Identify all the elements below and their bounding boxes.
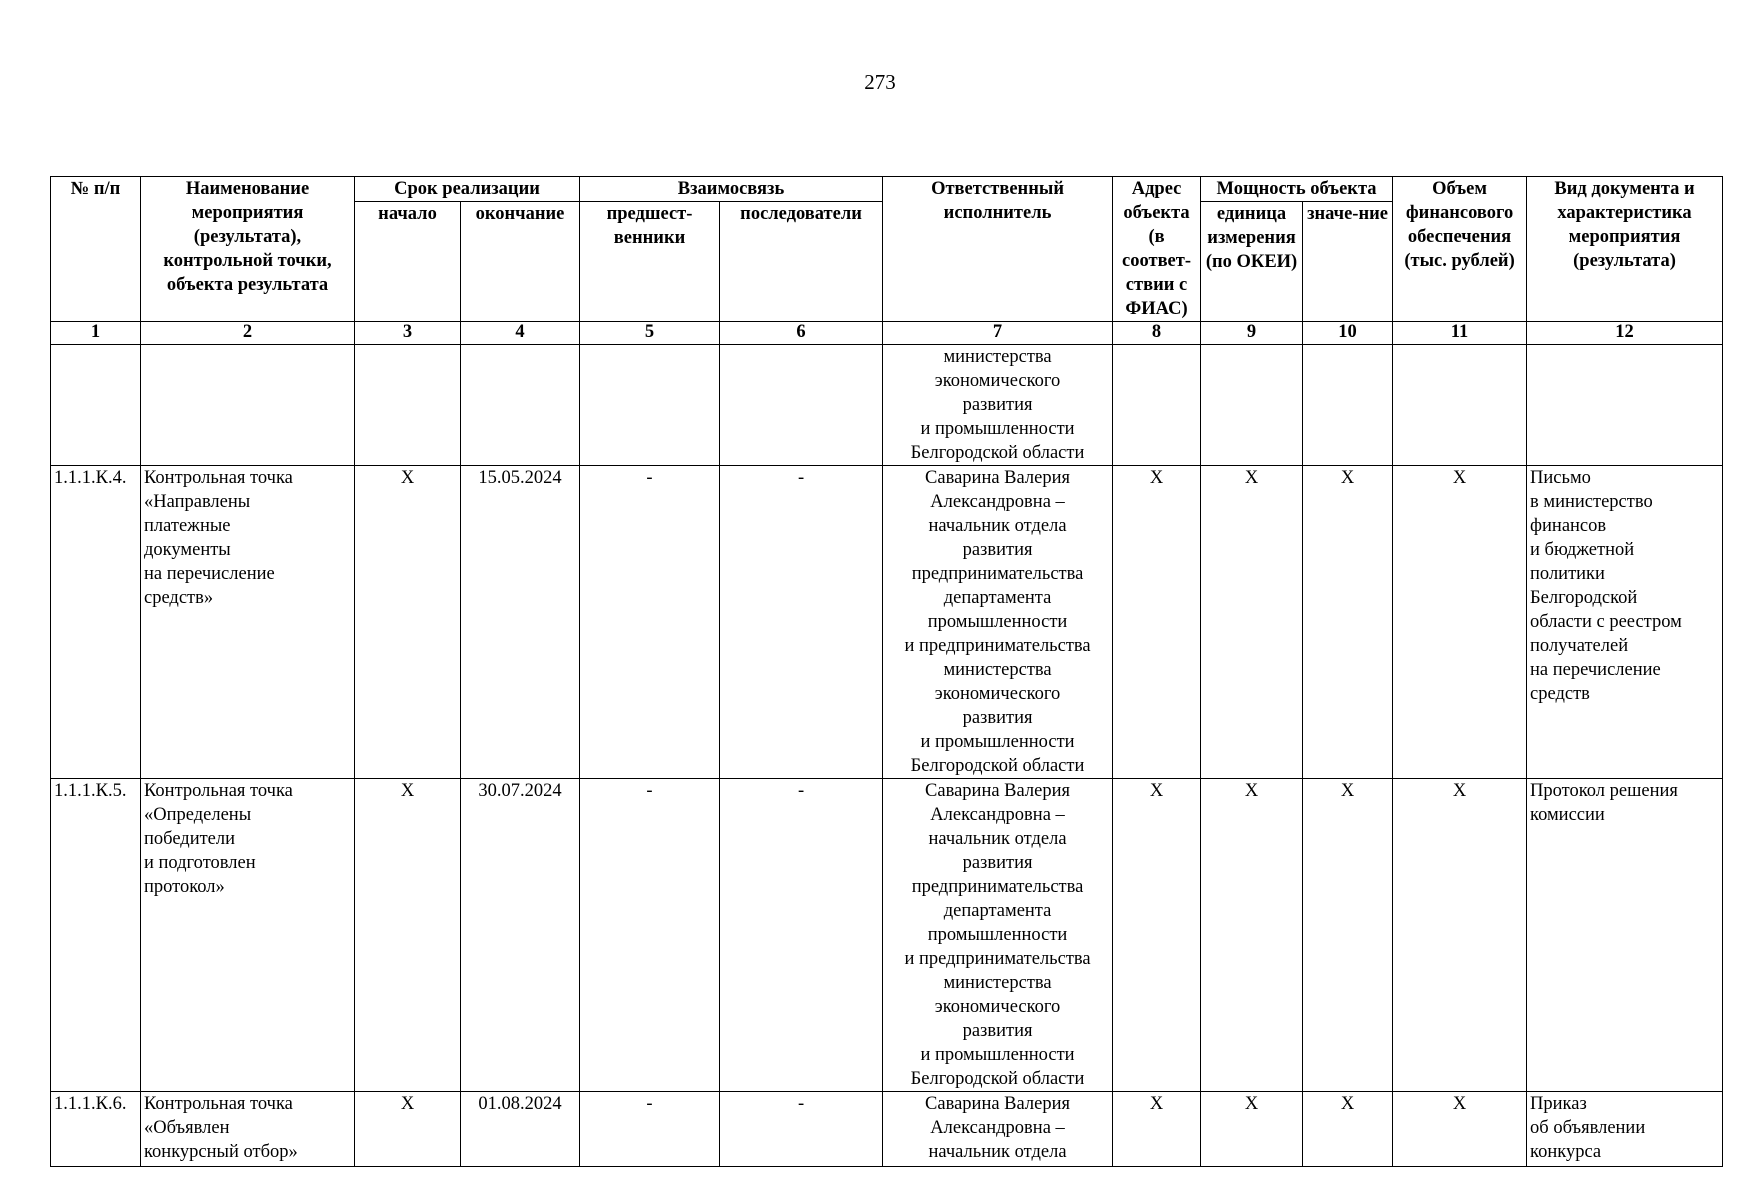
text-line: Александровна – bbox=[930, 492, 1065, 512]
text-line: Письмо bbox=[1530, 468, 1591, 488]
text-line: Приказ bbox=[1530, 1094, 1587, 1114]
table-row bbox=[51, 466, 1723, 779]
text-line: документы bbox=[144, 540, 231, 560]
text-line: об объявлении bbox=[1530, 1118, 1646, 1138]
text-line: на перечисление bbox=[144, 564, 275, 584]
text-line: протокол» bbox=[144, 877, 225, 897]
column-number: 7 bbox=[883, 322, 1113, 345]
text-line: министерства bbox=[943, 347, 1052, 367]
text-line: промышленности bbox=[927, 925, 1068, 945]
column-number: 8 bbox=[1113, 322, 1201, 345]
header-start: начало bbox=[355, 202, 461, 322]
header-num: № п/п bbox=[51, 177, 141, 322]
text-line: «Объявлен bbox=[144, 1118, 230, 1138]
table-row bbox=[51, 1092, 1723, 1167]
text-line: Контрольная точка bbox=[144, 468, 293, 488]
unit-cell: X bbox=[1201, 466, 1303, 779]
header-relation: Взаимосвязь bbox=[580, 177, 883, 202]
start-cell: X bbox=[355, 779, 461, 1092]
predecessors-cell: - bbox=[580, 1092, 720, 1167]
predecessors-cell: - bbox=[580, 466, 720, 779]
text-line: развития bbox=[962, 395, 1033, 415]
text-line: и предпринимательства bbox=[904, 636, 1091, 656]
header-responsible: Ответственный исполнитель bbox=[883, 177, 1113, 322]
end-cell: 15.05.2024 bbox=[461, 466, 580, 779]
end-cell: 30.07.2024 bbox=[461, 779, 580, 1092]
header-finance: Объем финансового обеспечения (тыс. рублей) bbox=[1393, 177, 1527, 322]
successors-cell: - bbox=[720, 779, 883, 1092]
text-line: департамента bbox=[943, 901, 1052, 921]
text-line: и предпринимательства bbox=[904, 949, 1091, 969]
schedule-table bbox=[50, 176, 1723, 1167]
text-line: «Определены bbox=[144, 805, 252, 825]
value-cell: X bbox=[1303, 1092, 1393, 1167]
text-line: «Направлены bbox=[144, 492, 251, 512]
header-end: окончание bbox=[461, 202, 580, 322]
text-line: Саварина Валерия bbox=[925, 1094, 1071, 1114]
value-cell: X bbox=[1303, 466, 1393, 779]
predecessors-cell: - bbox=[580, 779, 720, 1092]
column-number: 1 bbox=[51, 322, 141, 345]
text-line: Александровна – bbox=[930, 1118, 1065, 1138]
text-line: Контрольная точка bbox=[144, 1094, 293, 1114]
responsible-cell bbox=[883, 1092, 1113, 1167]
text-line: Протокол решения bbox=[1530, 781, 1678, 801]
text-line: и промышленности bbox=[920, 1045, 1075, 1065]
text-line: начальник отдела bbox=[928, 829, 1067, 849]
text-line: министерства bbox=[943, 973, 1052, 993]
text-line: министерства bbox=[943, 660, 1052, 680]
name-cell bbox=[141, 779, 355, 1092]
doc-cell bbox=[1527, 466, 1723, 779]
address-cell: X bbox=[1113, 1092, 1201, 1167]
text-line: развития bbox=[962, 1021, 1033, 1041]
text-line: экономического bbox=[934, 684, 1061, 704]
address-cell: X bbox=[1113, 779, 1201, 1092]
column-number: 2 bbox=[141, 322, 355, 345]
column-number: 12 bbox=[1527, 322, 1723, 345]
responsible-cell bbox=[883, 345, 1113, 466]
name-cell bbox=[141, 1092, 355, 1167]
header-name: Наименование мероприятия (результата), контрольной точки, объекта результата bbox=[141, 177, 355, 322]
text-line: экономического bbox=[934, 997, 1061, 1017]
text-line: Белгородской области bbox=[910, 443, 1085, 463]
column-number: 9 bbox=[1201, 322, 1303, 345]
text-line: получателей bbox=[1530, 636, 1629, 656]
text-line: Александровна – bbox=[930, 805, 1065, 825]
text-line: Белгородской bbox=[1530, 588, 1638, 608]
text-line: развития bbox=[962, 708, 1033, 728]
text-line: Саварина Валерия bbox=[925, 468, 1071, 488]
successors-cell: - bbox=[720, 1092, 883, 1167]
page-number: 273 bbox=[864, 70, 896, 94]
doc-cell bbox=[1527, 779, 1723, 1092]
continuation-row bbox=[51, 345, 1723, 466]
text-line: конкурсный отбор» bbox=[144, 1142, 298, 1162]
column-number: 3 bbox=[355, 322, 461, 345]
text-line: и промышленности bbox=[920, 419, 1075, 439]
text-line: развития bbox=[962, 540, 1033, 560]
header-predecessors: предшест-венники bbox=[580, 202, 720, 322]
column-number: 11 bbox=[1393, 322, 1527, 345]
text-line: начальник отдела bbox=[928, 516, 1067, 536]
header-value: значе-ние bbox=[1303, 202, 1393, 322]
row-num: 1.1.1.К.6. bbox=[51, 1092, 141, 1167]
header-doc: Вид документа и характеристика мероприятия (результата) bbox=[1527, 177, 1723, 322]
start-cell: X bbox=[355, 466, 461, 779]
text-line: департамента bbox=[943, 588, 1052, 608]
text-line: Белгородской области bbox=[910, 756, 1085, 776]
text-line: начальник отдела bbox=[928, 1142, 1067, 1162]
text-line: конкурса bbox=[1530, 1142, 1602, 1162]
text-line: области с реестром bbox=[1530, 612, 1682, 632]
finance-cell: X bbox=[1393, 466, 1527, 779]
address-cell: X bbox=[1113, 466, 1201, 779]
value-cell: X bbox=[1303, 779, 1393, 1092]
text-line: средств bbox=[1530, 684, 1590, 704]
text-line: победители bbox=[144, 829, 236, 849]
table-row bbox=[51, 779, 1723, 1092]
doc-cell bbox=[1527, 1092, 1723, 1167]
text-line: Белгородской области bbox=[910, 1069, 1085, 1089]
successors-cell: - bbox=[720, 466, 883, 779]
responsible-cell bbox=[883, 779, 1113, 1092]
header-capacity: Мощность объекта bbox=[1201, 177, 1393, 202]
row-num: 1.1.1.К.4. bbox=[51, 466, 141, 779]
start-cell: X bbox=[355, 1092, 461, 1167]
text-line: платежные bbox=[144, 516, 231, 536]
finance-cell: X bbox=[1393, 1092, 1527, 1167]
row-num: 1.1.1.К.5. bbox=[51, 779, 141, 1092]
column-number: 4 bbox=[461, 322, 580, 345]
text-line: на перечисление bbox=[1530, 660, 1661, 680]
text-line: экономического bbox=[934, 371, 1061, 391]
text-line: политики bbox=[1530, 564, 1605, 584]
header-unit: единица измерения (по ОКЕИ) bbox=[1201, 202, 1303, 322]
text-line: и промышленности bbox=[920, 732, 1075, 752]
name-cell bbox=[141, 466, 355, 779]
text-line: средств» bbox=[144, 588, 214, 608]
text-line: Саварина Валерия bbox=[925, 781, 1071, 801]
end-cell: 01.08.2024 bbox=[461, 1092, 580, 1167]
text-line: в министерство bbox=[1530, 492, 1653, 512]
unit-cell: X bbox=[1201, 779, 1303, 1092]
header-successors: последователи bbox=[720, 202, 883, 322]
text-line: и подготовлен bbox=[144, 853, 256, 873]
text-line: Контрольная точка bbox=[144, 781, 293, 801]
header-address: Адрес объекта (в соответ-ствии с ФИАС) bbox=[1113, 177, 1201, 322]
text-line: и бюджетной bbox=[1530, 540, 1635, 560]
header-period: Срок реализации bbox=[355, 177, 580, 202]
column-number: 5 bbox=[580, 322, 720, 345]
text-line: финансов bbox=[1530, 516, 1607, 536]
column-number: 10 bbox=[1303, 322, 1393, 345]
text-line: комиссии bbox=[1530, 805, 1605, 825]
column-number: 6 bbox=[720, 322, 883, 345]
text-line: развития bbox=[962, 853, 1033, 873]
text-line: предпринимательства bbox=[911, 877, 1084, 897]
unit-cell: X bbox=[1201, 1092, 1303, 1167]
finance-cell: X bbox=[1393, 779, 1527, 1092]
text-line: предпринимательства bbox=[911, 564, 1084, 584]
responsible-cell bbox=[883, 466, 1113, 779]
text-line: промышленности bbox=[927, 612, 1068, 632]
